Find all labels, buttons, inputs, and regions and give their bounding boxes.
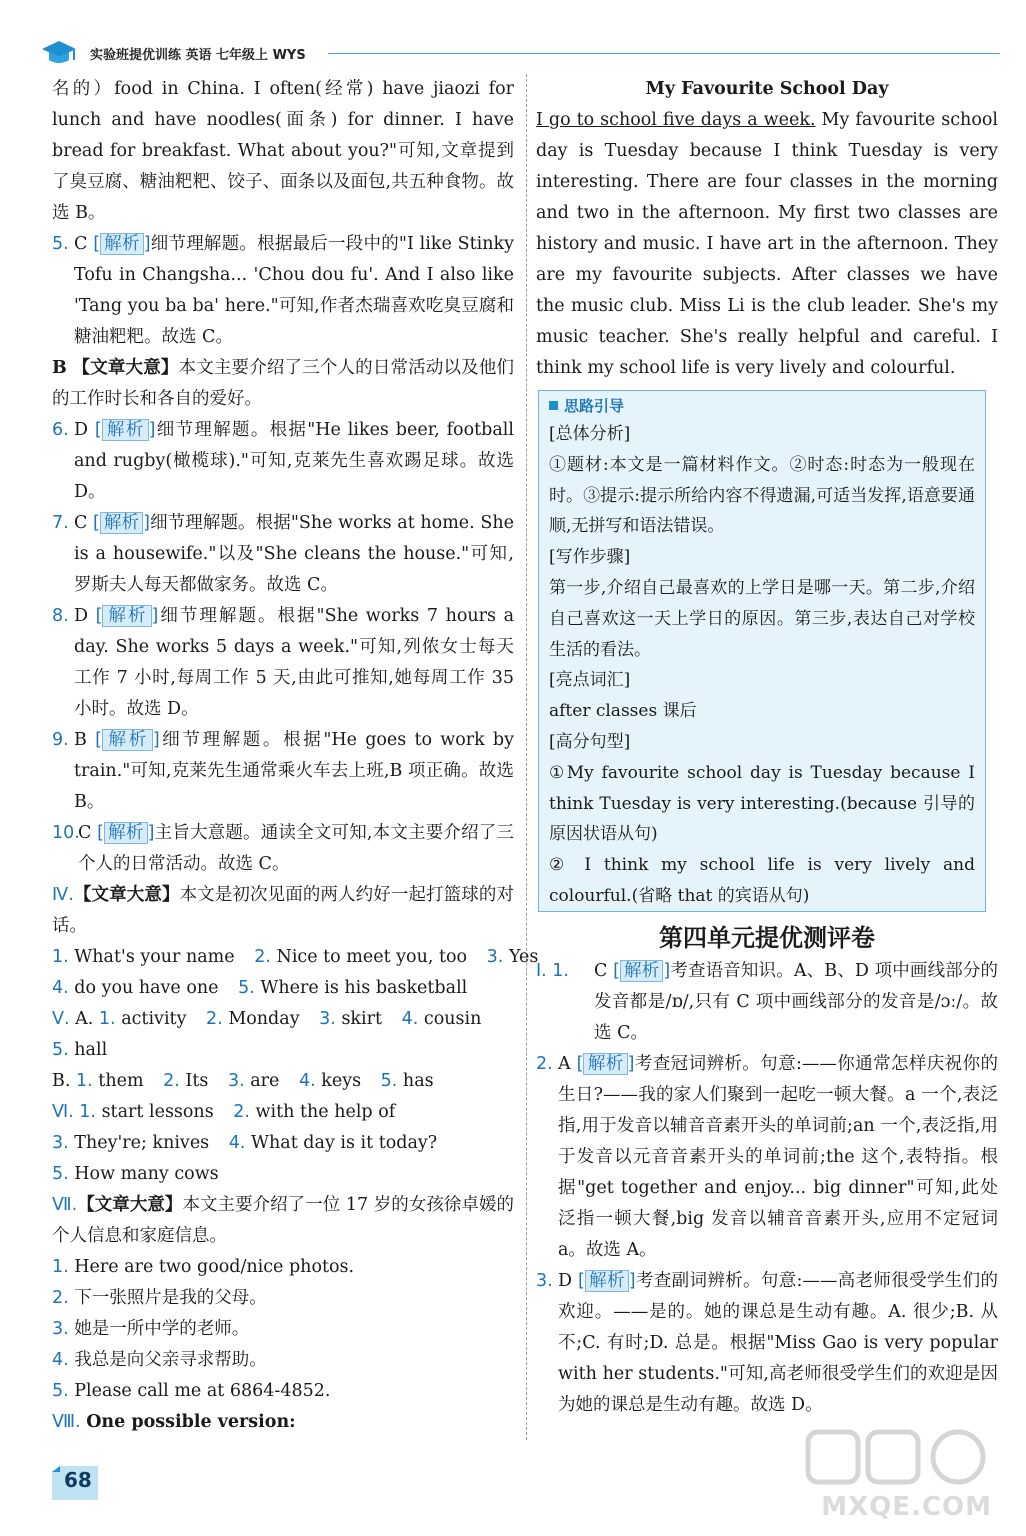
analysis-text: 细节理解题。根据最后一段中的"I like Stinky Tofu in Changsha... 'Chou dou fu'. And I also like 'Tang you ba ba' here."可知,作者杰瑞喜欢吃臭豆腐和糖油粑粑。故选 C。 (74, 234, 514, 347)
answer-item-2 (536, 1049, 998, 1266)
item-number: 10. (52, 823, 80, 843)
analysis-text: 考查冠词辨析。句意:——你通常怎样庆祝你的生日?——我的家人们聚到一起吃一顿大餐。a 一个,表泛指,用于发音以辅音音素开头的单词前;an 一个,表泛指,用于发音以元音音素开头的单词前;the 这个,表特指。根据"get together and enjoy... big dinner"可知,此处泛指一顿大餐,big 发音以辅音音素开头,应用不定冠词 a。故选 A。 (558, 1054, 998, 1260)
square-bullet-icon (549, 401, 558, 410)
item-number: 1. (52, 947, 69, 967)
guide-heading: [高分句型] (549, 731, 631, 752)
answer-text: Here are two good/nice photos. (74, 1257, 355, 1277)
item-number: 3. (52, 1319, 69, 1339)
answer-text: 她是一所中学的老师。 (74, 1319, 250, 1339)
section-iv-summary (52, 880, 514, 942)
section-b-summary (52, 353, 514, 415)
item-number: 2. (254, 947, 271, 967)
answer-text: Monday (228, 1009, 300, 1029)
section-label: B (52, 358, 67, 378)
section-viii-heading (52, 1407, 514, 1438)
watermark-logo-icon (788, 1426, 998, 1496)
summary-text: 本文主要介绍了一位 17 岁的女孩徐卓媛的个人信息和家庭信息。 (52, 1195, 515, 1246)
answer-item-8 (52, 601, 514, 725)
left-column (52, 74, 539, 1438)
answer-letter: A (558, 1054, 571, 1074)
answer-letter: C (78, 823, 92, 843)
answer-text: 下一张照片是我的父母。 (74, 1288, 267, 1308)
watermark (788, 1426, 998, 1526)
summary-text: 本文是初次见面的两人约好一起打篮球的对话。 (52, 885, 515, 936)
analysis-tag: [ 解析 ] (95, 730, 160, 750)
answer-letter: B (74, 730, 87, 750)
analysis-tag: [ 解析 ] (93, 513, 150, 533)
item-number: 2. (233, 1102, 250, 1122)
analysis-tag: [ 解析 ] (97, 823, 155, 843)
page-number-text: 68 (64, 1468, 92, 1492)
item-number: 1. (76, 1071, 93, 1091)
item-number: 5. (238, 978, 255, 998)
summary-tag: 【文章大意】 (72, 358, 179, 378)
essay-first-sentence: I go to school five days a week. (536, 110, 816, 130)
item-number: 2. (536, 1054, 553, 1074)
answer-text: start lessons (101, 1102, 214, 1122)
item-number: 4. (52, 1350, 69, 1370)
analysis-text: 细节理解题。根据"She works 7 hours a day. She works 5 days a week."可知,列侬女士每天工作 7 小时,每周工作 5 天,由此可推知,她每周工作 35 小时。故选 D。 (74, 606, 515, 719)
answer-row (52, 1097, 514, 1128)
header-title: 实验班提优训练 英语 七年级上 WYS (90, 48, 306, 63)
item-number: 3. (319, 1009, 336, 1029)
page-number (52, 1466, 98, 1500)
guide-text: ①My favourite school day is Tuesday because I think Tuesday is very interesting.(because 引导的原因状语从句) (549, 762, 975, 845)
answer-text: activity (121, 1009, 187, 1029)
section-vii-summary (52, 1190, 514, 1252)
answer-text: Please call me at 6864-4852. (74, 1381, 331, 1401)
intro-paragraph: 名的）food in China. I often(经常) have jiaozi for lunch and have noodles(面条) for dinner. I have bread for breakfast. What about you?"可知,文章提到了臭豆腐、糖油粑粑、饺子、面条以及面包,共五种食物。故选 B。 (52, 79, 514, 223)
analysis-tag: [ 解析 ] (95, 606, 159, 626)
analysis-tag: [ 解析 ] (613, 961, 671, 981)
answer-text: What's your name (74, 947, 235, 967)
answer-text: Yes (508, 947, 539, 967)
answer-text: Where is his basketball (260, 978, 468, 998)
essay-title: My Favourite School Day (645, 79, 889, 99)
guide-text: 第一步,介绍自己最喜欢的上学日是哪一天。第二步,介绍自己喜欢这一天上学日的原因。第三步,表达自己对学校生活的看法。 (549, 577, 975, 660)
answer-letter: D (558, 1271, 573, 1291)
analysis-text: 考查语音知识。A、B、D 项中画线部分的发音都是/ɒ/,只有 C 项中画线部分的发音是/ɔː/。故选 C。 (594, 961, 999, 1043)
header-rule (328, 53, 1000, 54)
summary-tag: 【文章大意】 (77, 1195, 183, 1215)
answer-row (52, 973, 514, 1004)
essay-body (536, 105, 998, 384)
guide-heading: [亮点词汇] (549, 670, 631, 691)
answer-row (52, 1004, 514, 1035)
answer-item-10 (52, 818, 514, 880)
answer-row (52, 942, 539, 973)
item-number: 5. (52, 1040, 69, 1060)
item-number: 8. (52, 606, 69, 626)
answer-text: with the help of (255, 1102, 396, 1122)
answer-letter: D (74, 606, 89, 626)
analysis-text: 细节理解题。根据"She works at home. She is a housewife."以及"She cleans the house."可知,罗斯夫人每天都做家务。故选 C。 (74, 513, 514, 595)
answer-row (52, 1035, 514, 1066)
answer-row (52, 1066, 514, 1097)
analysis-text: 细节理解题。根据"He likes beer, football and rugby(橄榄球)."可知,克莱先生喜欢踢足球。故选 D。 (74, 420, 514, 502)
column-divider (526, 74, 527, 1440)
section-label: Ⅳ. (52, 885, 74, 905)
answer-text: skirt (341, 1009, 383, 1029)
item-number: 3. (52, 1133, 69, 1153)
section-label: Ⅵ. (52, 1102, 74, 1122)
answer-text: They're; knives (74, 1133, 210, 1153)
item-number: 5. (52, 234, 69, 254)
answer-item-5 (52, 229, 514, 353)
item-number: 9. (52, 730, 69, 750)
section-label: Ⅶ. (52, 1195, 78, 1215)
answer-row (52, 1128, 514, 1159)
answer-letter: C (74, 513, 88, 533)
answer-text: keys (321, 1071, 362, 1091)
summary-text: 本文主要介绍了三个人的日常活动以及他们的工作时长和各自的爱好。 (52, 358, 514, 409)
unit-test-answers (536, 956, 998, 1421)
analysis-tag: [ 解析 ] (93, 234, 151, 254)
answer-text: Its (185, 1071, 209, 1091)
answer-item-3 (536, 1266, 998, 1421)
analysis-tag: [ 解析 ] (576, 1054, 635, 1074)
guide-heading: [写作步骤] (549, 547, 631, 568)
part-label: A. (75, 1009, 94, 1029)
item-number: 6. (52, 420, 69, 440)
list-item (52, 1345, 514, 1376)
item-number: 5. (380, 1071, 398, 1091)
item-number: 5. (52, 1381, 69, 1401)
item-number: 1. (79, 1102, 96, 1122)
item-number: Ⅰ. 1. (536, 961, 569, 981)
item-number: 5. (52, 1164, 69, 1184)
item-number: 4. (298, 1071, 316, 1091)
answer-text: What day is it today? (251, 1133, 438, 1153)
answer-item-9 (52, 725, 514, 818)
guide-text: after classes 课后 (549, 701, 697, 722)
item-number: 4. (52, 978, 69, 998)
analysis-tag: [ 解析 ] (577, 1271, 636, 1291)
answer-text: has (402, 1071, 434, 1091)
list-item (52, 1252, 514, 1283)
analysis-text: 细节理解题。根据"He goes to work by train."可知,克莱先生通常乘火车去上班,B 项正确。故选 B。 (74, 730, 514, 812)
summary-tag: 【文章大意】 (73, 885, 180, 905)
essay-text: My favourite school day is Tuesday because I think Tuesday is very interesting. There are four classes in the morning and two in the afternoon. My first two classes are history and music. I have art in the afternoon. They are my favourite subjects. After classes we have the music club. Miss Li is the club leader. She's my music teacher. She's really helpful and careful. I think my school life is very lively and colourful. (536, 110, 998, 378)
analysis-text: 考查副词辨析。句意:——高老师很受学生们的欢迎。——是的。她的课总是生动有趣。A. 很少;B. 从不;C. 有时;D. 总是。根据"Miss Gao is very popular with her students."可知,高老师很受学生们的欢迎是因为她的课总是生动有趣。故选 D。 (558, 1271, 998, 1415)
item-number: 1. (98, 1009, 116, 1029)
writing-guide-box (538, 390, 986, 912)
guide-heading: [总体分析] (549, 424, 631, 444)
guide-title: 思路引导 (549, 393, 975, 419)
page-header (40, 38, 1000, 68)
guide-text: ①题材:本文是一篇材料作文。②时态:时态为一般现在时。③提示:提示所给内容不得遗漏,可适当发挥,语意要通顺,无拼写和语法错误。 (549, 454, 975, 537)
list-item (52, 1376, 514, 1407)
list-item (52, 1314, 514, 1345)
item-number: 3. (536, 1271, 553, 1291)
answer-text: are (250, 1071, 280, 1091)
answer-letter: D (74, 420, 89, 440)
answer-text: do you have one (74, 978, 219, 998)
item-number: 2. (52, 1288, 69, 1308)
answer-item-7 (52, 508, 514, 601)
answer-text: Nice to meet you, too (276, 947, 468, 967)
item-number: 1. (52, 1257, 69, 1277)
graduation-cap-icon (40, 38, 78, 68)
answer-letter: C (594, 961, 608, 981)
item-number: 3. (227, 1071, 245, 1091)
section-text: One possible version: (86, 1412, 296, 1432)
answer-item-6 (52, 415, 514, 508)
analysis-text: 主旨大意题。通读全文可知,本文主要介绍了三个人的日常活动。故选 C。 (78, 823, 514, 874)
right-column (536, 74, 998, 384)
item-number: 7. (52, 513, 69, 533)
item-number: 2. (206, 1009, 223, 1029)
answer-text: cousin (423, 1009, 482, 1029)
item-number: 3. (486, 947, 504, 967)
part-label: B. (52, 1071, 71, 1091)
analysis-tag: [ 解析 ] (94, 420, 156, 440)
item-number: 4. (228, 1133, 246, 1153)
section-label: Ⅴ. (52, 1009, 70, 1029)
item-number: 4. (401, 1009, 419, 1029)
answer-text: 我总是向父亲寻求帮助。 (74, 1350, 267, 1370)
answer-text: them (98, 1071, 144, 1091)
list-item (52, 1283, 514, 1314)
answer-item-1 (536, 956, 998, 1049)
guide-text: ② I think my school life is very lively and colourful.(省略 that 的宾语从句) (549, 855, 975, 906)
section-label: Ⅷ. (52, 1412, 81, 1432)
answer-text: How many cows (74, 1164, 219, 1184)
answer-text: hall (74, 1040, 108, 1060)
item-number: 2. (163, 1071, 180, 1091)
answer-row (52, 1159, 514, 1190)
watermark-text: MXQE.COM (821, 1492, 992, 1522)
answer-letter: C (74, 234, 88, 254)
unit-test-title: 第四单元提优测评卷 (659, 924, 875, 952)
